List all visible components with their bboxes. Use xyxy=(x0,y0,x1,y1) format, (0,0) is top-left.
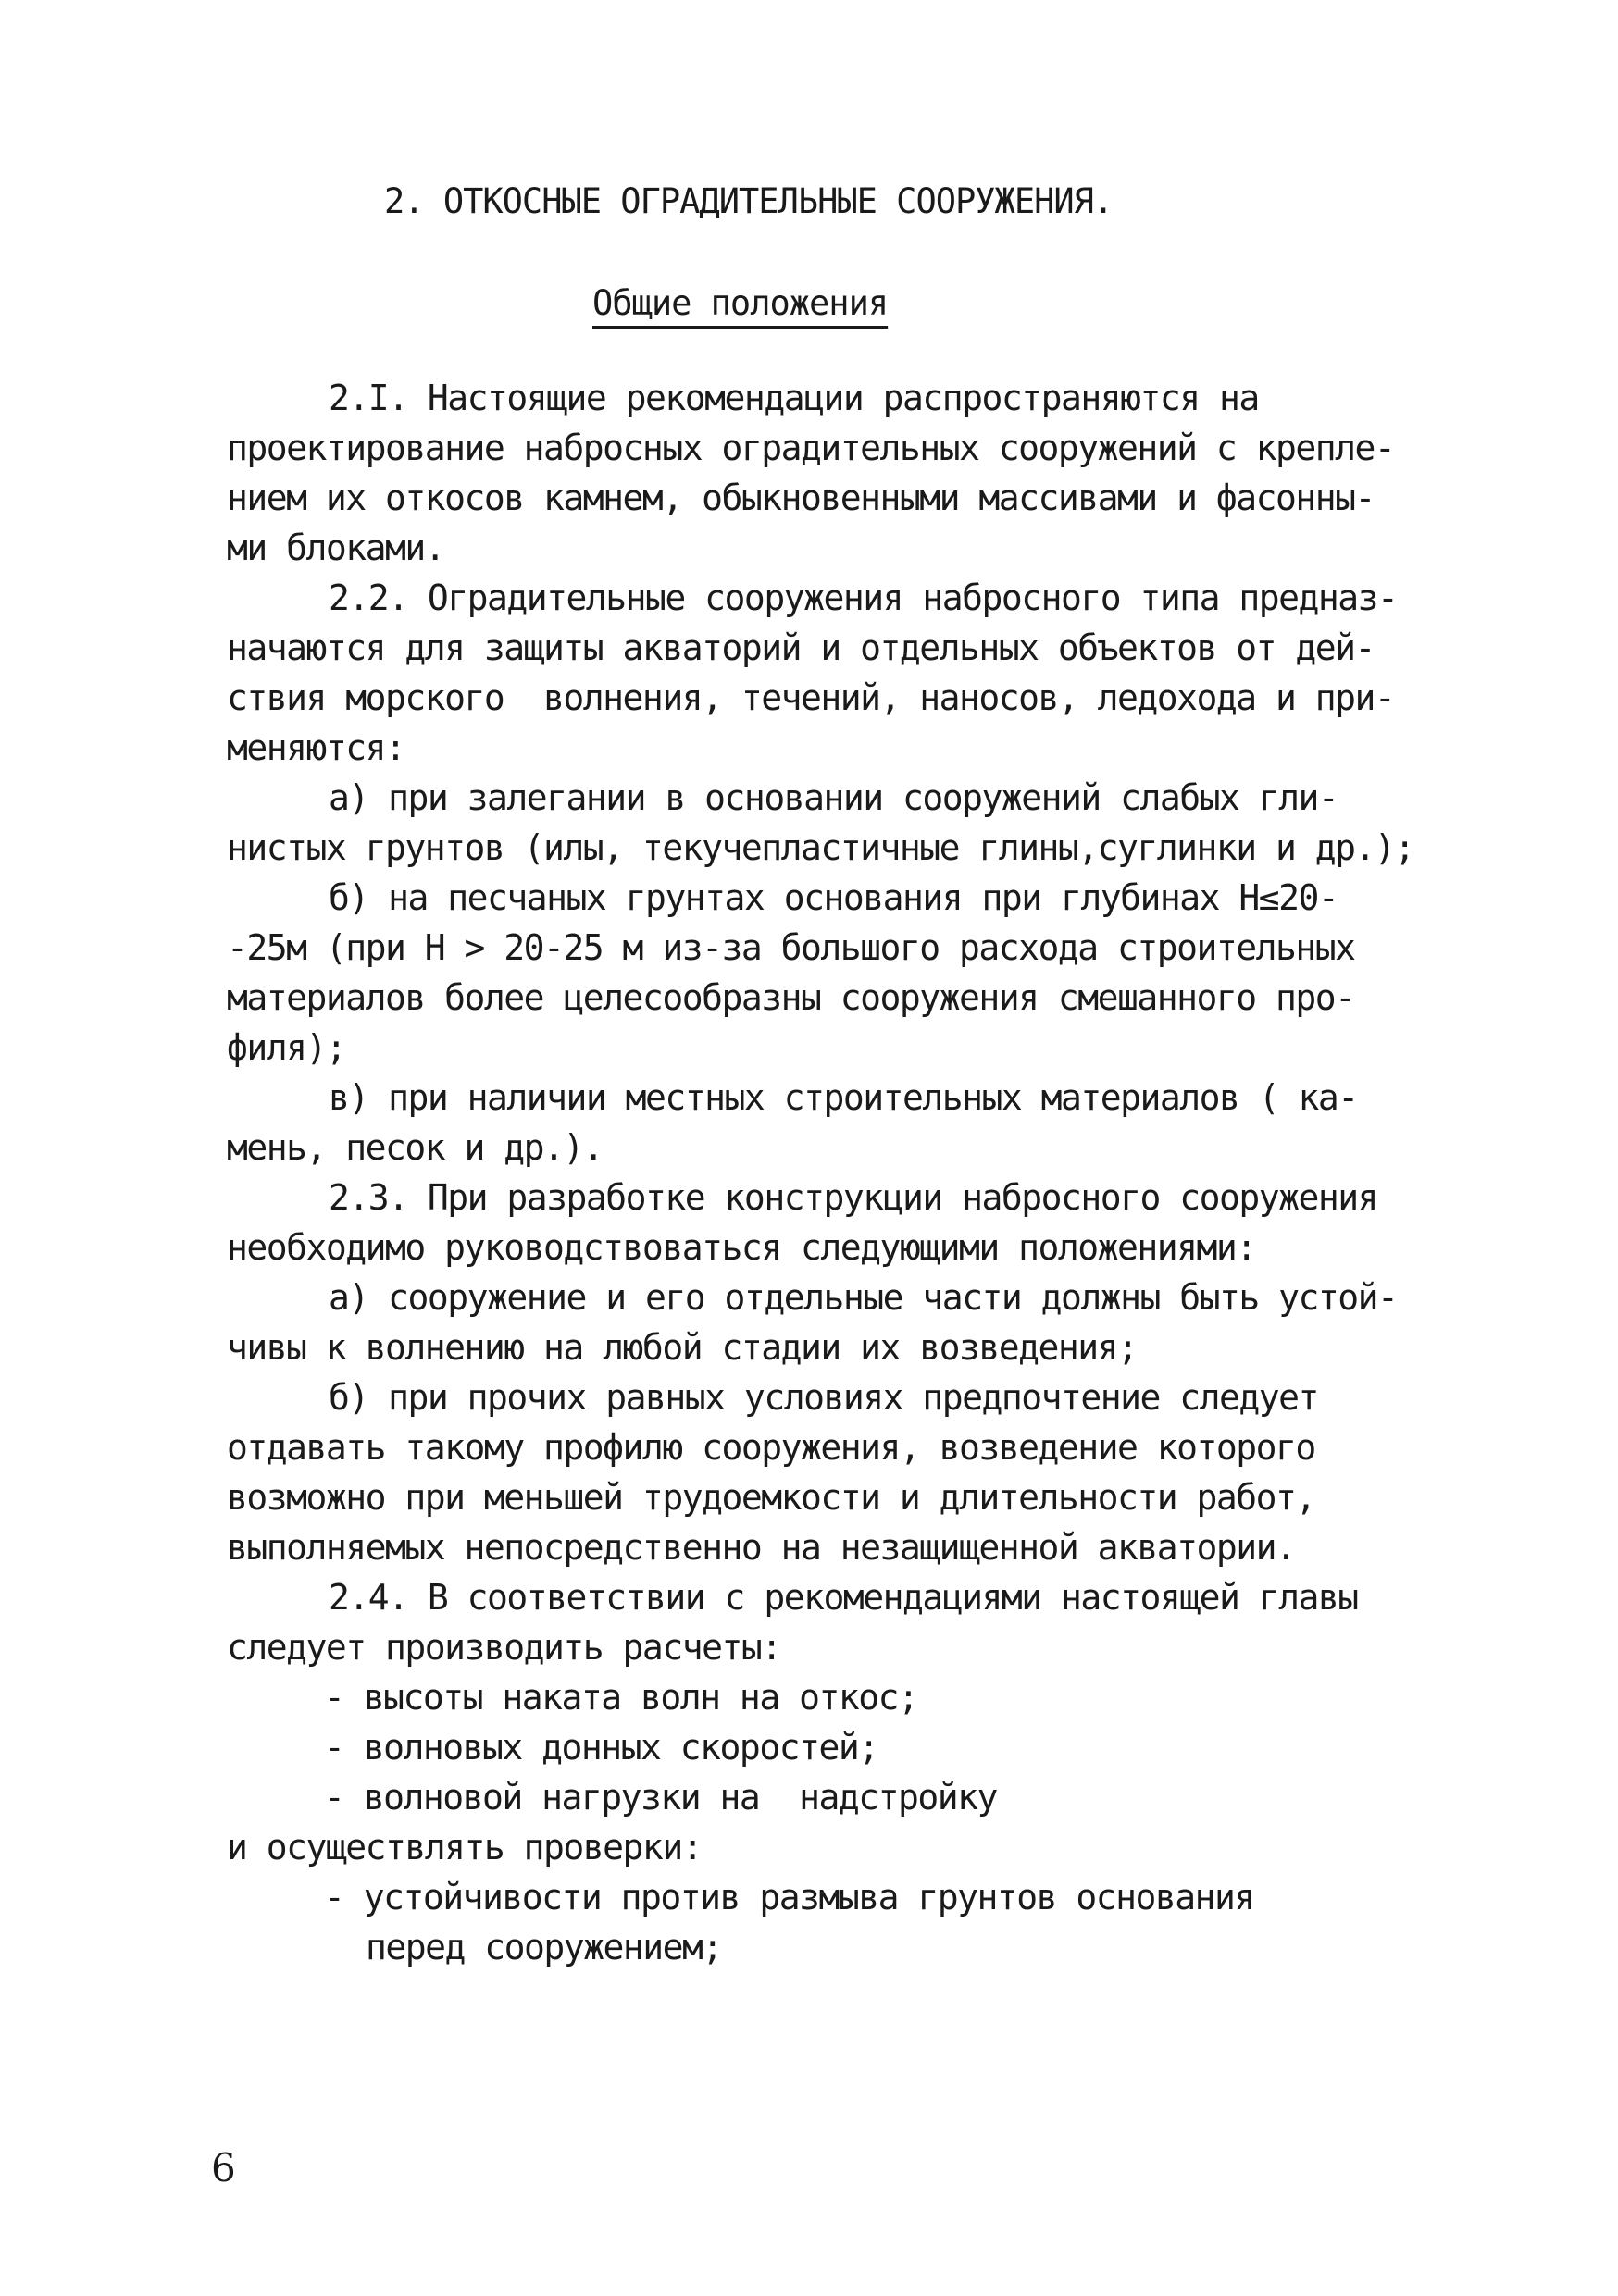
text-line: следует производить расчеты: xyxy=(227,1627,781,1668)
text-line: 2.I. Настоящие рекомендации распространяются на xyxy=(329,378,1259,418)
page-number: 6 xyxy=(211,2145,236,2191)
text-line: чивы к волнению на любой стадии их возведения; xyxy=(227,1327,1138,1368)
text-line: - устойчивости против размыва грунтов основания xyxy=(324,1877,1254,1917)
text-line: нием их откосов камнем, обыкновенными массивами и фасонны- xyxy=(227,478,1375,518)
text-line: ствия морского волнения, течений, наносов, ледохода и при- xyxy=(227,677,1395,718)
text-line: начаются для защиты акваторий и отдельных объектов от дей- xyxy=(227,627,1375,668)
text-line: мень, песок и др.). xyxy=(227,1127,604,1168)
text-line: материалов более целесообразны сооружения смешанного про- xyxy=(227,977,1355,1018)
text-line: возможно при меньшей трудоемкости и длительности работ, xyxy=(227,1477,1315,1518)
text-line: меняются: xyxy=(227,727,405,768)
text-line: выполняемых непосредственно на незащищенной акватории. xyxy=(227,1527,1296,1568)
text-line: -25м (при H > 20-25 м из-за большого расхода строительных xyxy=(227,927,1355,968)
text-line: а) при залегании в основании сооружений слабых гли- xyxy=(329,777,1338,818)
text-line: отдавать такому профилю сооружения, возведение которого xyxy=(227,1427,1315,1468)
text-line: филя); xyxy=(227,1027,346,1068)
text-line: а) сооружение и его отдельные части должны быть устой- xyxy=(329,1277,1398,1318)
text-line: нистых грунтов (илы, текучепластичные глины,суглинки и др.); xyxy=(227,827,1414,868)
text-line: - высоты наката волн на откос; xyxy=(324,1677,918,1718)
text-line: в) при наличии местных строительных материалов ( ка- xyxy=(329,1077,1358,1118)
text-line: необходимо руководствоваться следующими положениями: xyxy=(227,1227,1256,1268)
section-subtitle: Общие положения xyxy=(592,283,889,323)
text-line: 2.2. Оградительные сооружения набросного типа предназ- xyxy=(329,577,1398,618)
section-title: 2. ОТКОСНЫЕ ОГРАДИТЕЛЬНЫЕ СООРУЖЕНИЯ. xyxy=(384,181,1114,221)
text-line: 2.4. В соответствии с рекомендациями настоящей главы xyxy=(329,1577,1358,1618)
text-line: - волновой нагрузки на надстройку xyxy=(324,1777,997,1818)
text-line: б) на песчаных грунтах основания при глубинах H≤20- xyxy=(329,877,1338,918)
text-line: перед сооружением; xyxy=(366,1927,722,1967)
text-line: 2.3. При разработке конструкции набросного сооружения xyxy=(329,1177,1378,1218)
text-line: и осуществлять проверки: xyxy=(227,1827,703,1868)
text-line: проектирование набросных оградительных сооружений с крепле- xyxy=(227,428,1395,468)
text-line: - волновых донных скоростей; xyxy=(324,1727,878,1768)
text-line: б) при прочих равных условиях предпочтение следует xyxy=(329,1377,1318,1418)
text-line: ми блоками. xyxy=(227,527,445,568)
